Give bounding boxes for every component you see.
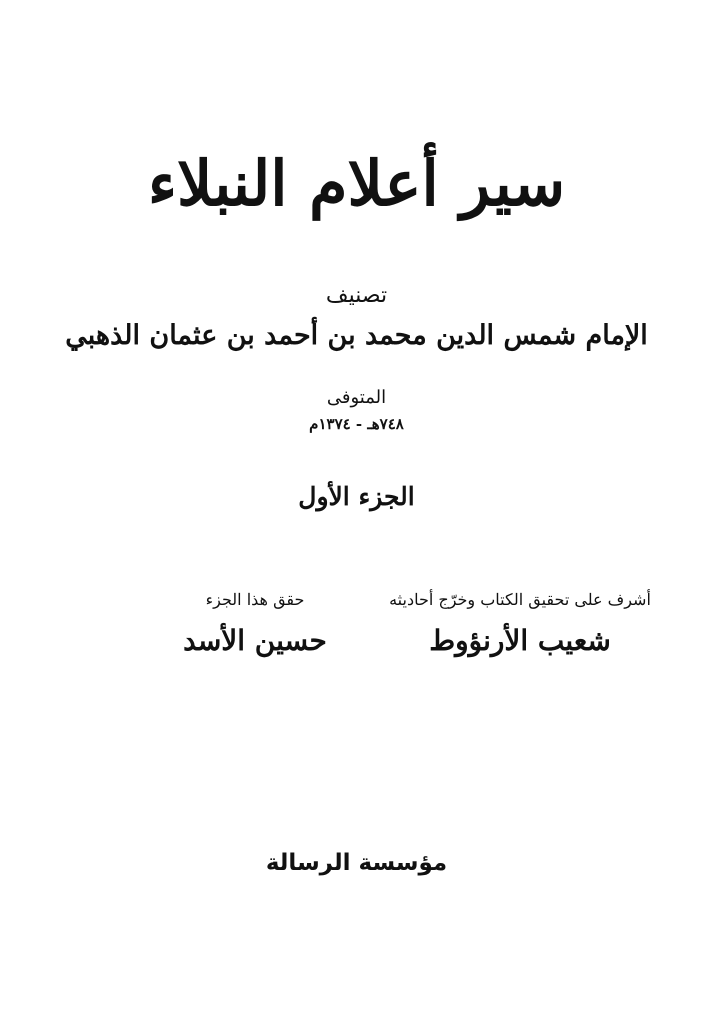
book-title: سير أعلام النبلاء — [147, 147, 566, 220]
supervisor-credit — [375, 590, 665, 660]
editor-role: حقق هذا الجزء — [205, 590, 305, 609]
died-label: المتوفى — [326, 387, 387, 408]
editor-name: حسين الأسد — [183, 624, 327, 657]
supervisor-role: أشرف على تحقيق الكتاب وخرّج أحاديثه — [389, 590, 651, 609]
died-dates: ٧٤٨هـ - ١٣٧٤م — [309, 415, 404, 433]
compiled-by-label: تصنيف — [325, 283, 388, 308]
supervisor-name: شعيب الأرنؤوط — [429, 624, 611, 657]
publisher-name: مؤسسة الرسالة — [265, 850, 448, 876]
editor-credit — [160, 590, 350, 660]
author-name: الإمام شمس الدين محمد بن أحمد بن عثمان الذهبي — [65, 320, 648, 351]
volume-label: الجزء الأول — [298, 482, 415, 511]
